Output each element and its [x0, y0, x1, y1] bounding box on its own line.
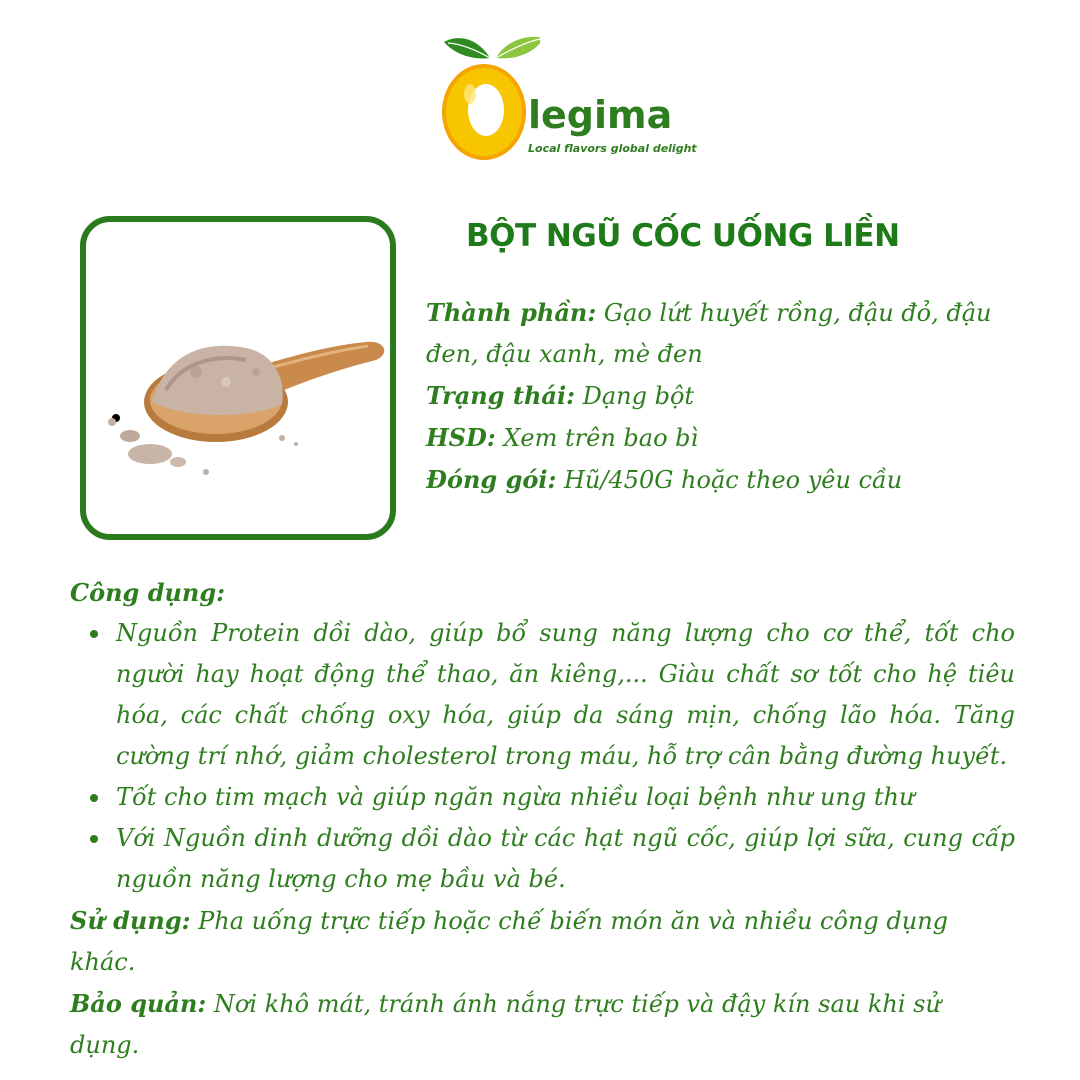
brand-logo [440, 30, 700, 165]
spec-list [426, 292, 1006, 501]
bullet-icon [90, 794, 98, 802]
usage-heading: Công dụng: [70, 578, 226, 607]
storage-line: Bảo quản: Nơi khô mát, tránh ánh nắng trực tiếp và đậy kín sau khi sử dụng. [70, 989, 941, 1059]
bullet-icon [90, 835, 98, 843]
powder-spoon-image [86, 222, 390, 534]
spec-packaging: Đóng gói: Hũ/450G hoặc theo yêu cầu [426, 465, 903, 494]
product-title: BỘT NGŨ CỐC UỐNG LIỀN [466, 218, 900, 254]
bullet-icon [90, 630, 98, 638]
spec-ingredients: Thành phần: Gạo lứt huyết rồng, đậu đỏ, đậu đen, đậu xanh, mè đen [426, 298, 992, 368]
brand-tagline: Local flavors global delight [528, 142, 697, 155]
spec-expiry: HSD: Xem trên bao bì [426, 423, 699, 452]
brand-name: legima [528, 93, 673, 137]
list-item: Với Nguồn dinh dưỡng dồi dào từ các hạt ngũ cốc, giúp lợi sữa, cung cấp nguồn năng lượng cho mẹ bầu và bé. [116, 818, 1015, 900]
usage-section [70, 572, 1015, 1066]
directions-line: Sử dụng: Pha uống trực tiếp hoặc chế biến món ăn và nhiều công dụng khác. [70, 906, 949, 976]
usage-list [70, 613, 1015, 900]
list-item: Nguồn Protein dồi dào, giúp bổ sung năng lượng cho cơ thể, tốt cho người hay hoạt động thể thao, ăn kiêng,... Giàu chất sơ tốt cho hệ tiêu hóa, các chất chống oxy hóa, giúp da sáng mịn, chống lão hóa. Tăng cường trí nhớ, giảm cholesterol trong máu, hỗ trợ cân bằng đường huyết. [116, 613, 1015, 777]
list-item: Tốt cho tim mạch và giúp ngăn ngừa nhiều loại bệnh như ung thư [116, 777, 1015, 818]
spec-state: Trạng thái: Dạng bột [426, 381, 695, 410]
orange-fruit-icon [440, 30, 540, 165]
product-image-frame [80, 216, 396, 540]
